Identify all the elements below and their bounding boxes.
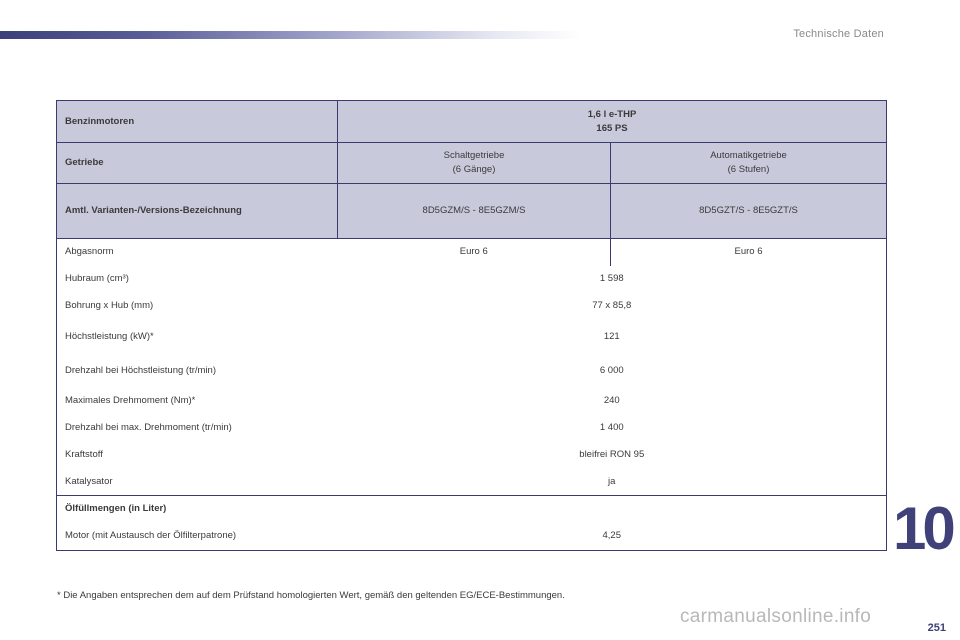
header-gradient-bar <box>0 31 580 39</box>
engine-value-line1: 1,6 l e-THP <box>587 108 637 120</box>
oil-heading-empty <box>338 496 887 522</box>
emission-auto: Euro 6 <box>611 239 887 266</box>
engine-value-line2: 165 PS <box>596 122 628 134</box>
catalyst-value: ja <box>338 469 887 496</box>
gearbox-auto <box>611 143 887 184</box>
variant-auto: 8D5GZT/S - 8E5GZT/S <box>611 184 887 239</box>
table-row <box>57 320 887 354</box>
spec-table <box>56 100 887 551</box>
gearbox-auto-line2: (6 Stufen) <box>727 164 770 175</box>
gearbox-label: Getriebe <box>57 143 338 184</box>
oil-engine-label: Motor (mit Austausch der Ölfilterpatrone) <box>57 522 338 551</box>
power-rpm-value: 6 000 <box>338 354 887 388</box>
row-gearbox <box>57 143 887 184</box>
bore-stroke-label: Bohrung x Hub (mm) <box>57 293 338 320</box>
catalyst-label: Katalysator <box>57 469 338 496</box>
gearbox-manual-line2: (6 Gänge) <box>452 164 496 175</box>
max-power-value: 121 <box>338 320 887 354</box>
gearbox-manual-line1: Schaltgetriebe <box>443 150 505 161</box>
torque-rpm-value: 1 400 <box>338 415 887 442</box>
engine-label: Benzinmotoren <box>57 101 338 143</box>
fuel-label: Kraftstoff <box>57 442 338 469</box>
gearbox-auto-line1: Automatikgetriebe <box>710 150 787 161</box>
variant-manual: 8D5GZM/S - 8E5GZM/S <box>338 184 611 239</box>
oil-engine-value: 4,25 <box>338 522 887 551</box>
oil-heading: Ölfüllmengen (in Liter) <box>57 496 338 522</box>
variant-label: Amtl. Varianten-/Versions-Bezeichnung <box>57 184 338 239</box>
bore-stroke-value: 77 x 85,8 <box>338 293 887 320</box>
footnote: * Die Angaben entsprechen dem auf dem Prüfstand homologierten Wert, gemäß den geltenden EG/ECE-Bestimmungen. <box>57 590 565 601</box>
table-row <box>57 469 887 496</box>
table-row <box>57 293 887 320</box>
fuel-value: bleifrei RON 95 <box>338 442 887 469</box>
displacement-value: 1 598 <box>338 266 887 293</box>
gearbox-manual <box>338 143 611 184</box>
watermark: carmanualsonline.info <box>680 606 872 627</box>
section-title: Technische Daten <box>793 28 884 40</box>
table-row <box>57 266 887 293</box>
table-row <box>57 388 887 415</box>
displacement-label: Hubraum (cm³) <box>57 266 338 293</box>
table-row <box>57 239 887 266</box>
table-row <box>57 522 887 551</box>
power-rpm-label: Drehzahl bei Höchstleistung (tr/min) <box>57 354 338 388</box>
emission-manual: Euro 6 <box>338 239 611 266</box>
max-power-label: Höchstleistung (kW)* <box>57 320 338 354</box>
torque-rpm-label: Drehzahl bei max. Drehmoment (tr/min) <box>57 415 338 442</box>
engine-value <box>338 101 887 143</box>
table-row <box>57 496 887 522</box>
table-row <box>57 354 887 388</box>
emission-label: Abgasnorm <box>57 239 338 266</box>
row-engine <box>57 101 887 143</box>
table-row <box>57 442 887 469</box>
max-torque-value: 240 <box>338 388 887 415</box>
page-number: 251 <box>927 622 946 634</box>
chapter-number: 10 <box>893 495 952 562</box>
table-row <box>57 415 887 442</box>
max-torque-label: Maximales Drehmoment (Nm)* <box>57 388 338 415</box>
row-variant <box>57 184 887 239</box>
